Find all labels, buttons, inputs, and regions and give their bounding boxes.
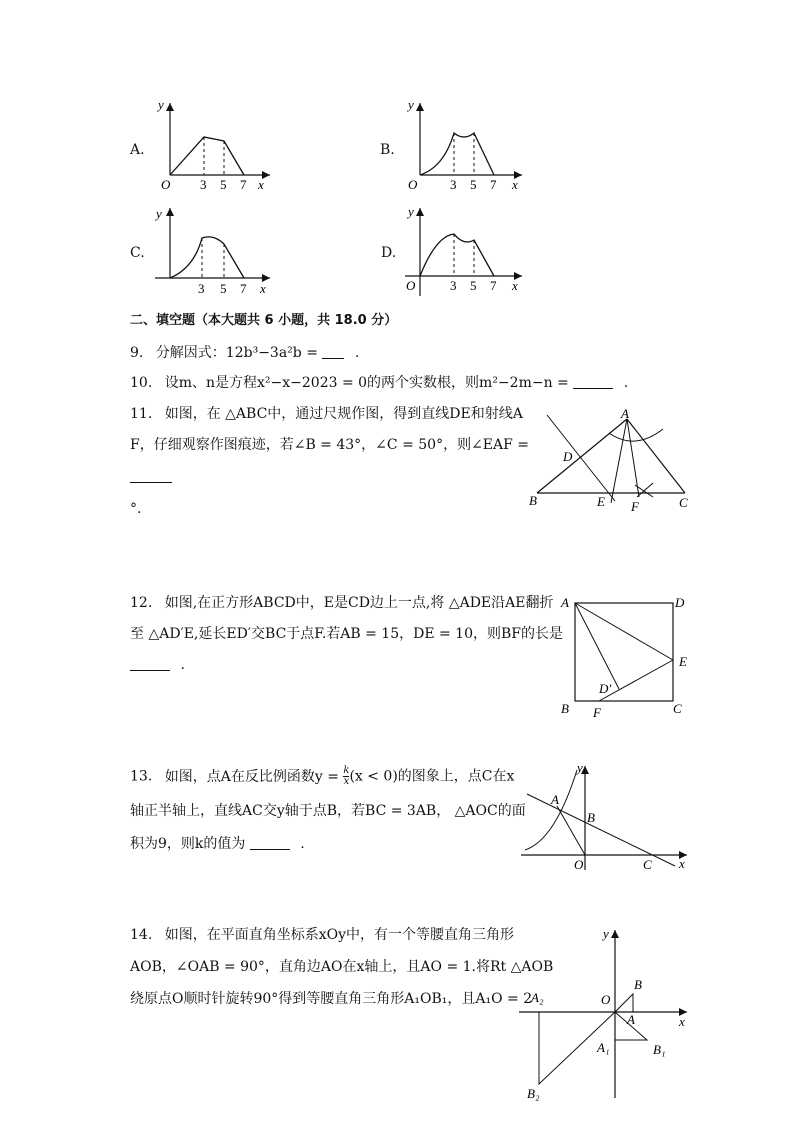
svg-text:5: 5	[220, 177, 227, 192]
q12-line-1: 12. 如图,在正方形ABCD中，E是CD边上一点,将 △ADE沿AE翻折	[130, 595, 554, 611]
q12-line-3: .	[130, 656, 185, 674]
svg-text:D′: D′	[599, 681, 612, 696]
q13-fraction: $\frac{k}{x}$	[343, 765, 350, 787]
q10-end: .	[623, 375, 629, 391]
q13-line-1: 13. 如图，点A在反比例函数y = $\frac{k}{x}$ (x < 0)的图象上，点C在x	[130, 765, 515, 787]
svg-text:3: 3	[450, 278, 457, 293]
svg-text:C: C	[679, 495, 688, 510]
svg-text:E: E	[597, 494, 605, 509]
q13-number: 13.	[130, 768, 153, 785]
svg-text:D: D	[675, 595, 685, 610]
svg-text:7: 7	[490, 278, 497, 293]
choice-a-label[interactable]: A.	[130, 142, 145, 158]
svg-text:B₁: B₁	[653, 1042, 666, 1057]
q14-line-1: 14. 如图，在平面直角坐标系xOy中，有一个等腰直角三角形	[130, 927, 514, 943]
svg-text:C: C	[673, 701, 682, 716]
svg-text:5: 5	[470, 278, 477, 293]
svg-text:7: 7	[240, 177, 247, 192]
svg-text:y: y	[156, 206, 162, 221]
svg-text:y: y	[408, 97, 414, 112]
svg-text:5: 5	[220, 281, 227, 296]
svg-text:O: O	[408, 177, 418, 192]
q12-answer-blank[interactable]	[130, 656, 170, 671]
svg-text:A₂: A₂	[531, 990, 544, 1005]
choice-d-label[interactable]: D.	[381, 245, 397, 261]
svg-text:A: A	[621, 406, 629, 421]
q9-end: .	[354, 345, 360, 361]
q9-number: 9.	[130, 345, 144, 361]
svg-text:C: C	[643, 857, 652, 872]
q11-number: 11.	[130, 406, 153, 422]
q9-text: 分解因式：12b³−3a²b =	[155, 345, 323, 361]
section-title: 二、填空题（本大题共 6 小题，共 18.0 分）	[130, 313, 398, 328]
choice-d-graph	[400, 200, 530, 300]
q12-number: 12.	[130, 595, 153, 611]
svg-text:x: x	[260, 281, 266, 296]
svg-text:x: x	[679, 1014, 685, 1029]
svg-text:3: 3	[450, 177, 457, 192]
q14-line-2: AOB，∠OAB = 90°，直角边AO在x轴上，且AO = 1.将Rt △AOB	[130, 959, 554, 975]
q14-figure	[515, 920, 695, 1105]
svg-text:3: 3	[200, 177, 207, 192]
svg-text:y: y	[158, 97, 164, 112]
svg-text:B: B	[529, 493, 537, 508]
svg-text:x: x	[512, 278, 518, 293]
q12-figure	[555, 590, 695, 720]
svg-text:A: A	[561, 595, 569, 610]
svg-text:O: O	[161, 177, 171, 192]
svg-text:B: B	[634, 977, 642, 992]
svg-text:7: 7	[490, 177, 497, 192]
q13-figure	[515, 760, 695, 875]
q10-number: 10.	[130, 375, 153, 391]
svg-text:5: 5	[470, 177, 477, 192]
q10-answer-blank[interactable]	[573, 374, 613, 389]
svg-text:B: B	[561, 701, 569, 716]
q12-line-2: 至 △AD′E,延长ED′交BC于点F.若AB = 15，DE = 10，则BF的长是	[130, 626, 564, 642]
q14-line-3: 绕原点O顺时针旋转90°得到等腰直角三角形A₁OB₁，且A₁O = 2	[130, 991, 533, 1007]
q11-line-2: F，仔细观察作图痕迹，若∠B = 43°，∠C = 50°，则∠EAF =	[130, 437, 530, 453]
svg-text:y: y	[577, 760, 583, 775]
q11-answer-blank[interactable]	[130, 468, 172, 483]
q11-end: °.	[130, 501, 142, 517]
svg-text:O: O	[574, 857, 584, 872]
choice-b-label[interactable]: B.	[380, 142, 395, 158]
svg-text:F: F	[593, 705, 601, 720]
svg-text:O: O	[406, 278, 416, 293]
svg-text:y: y	[603, 926, 609, 941]
svg-text:B: B	[587, 810, 595, 825]
svg-text:7: 7	[240, 281, 247, 296]
svg-text:A₁: A₁	[597, 1040, 610, 1055]
svg-text:B₂: B₂	[527, 1086, 540, 1101]
svg-text:D: D	[563, 449, 573, 464]
svg-text:3: 3	[198, 281, 205, 296]
q10-text: 设m、n是方程x²−x−2023 = 0的两个实数根，则m²−2m−n =	[164, 375, 574, 391]
svg-text:F: F	[631, 499, 639, 514]
choice-b-graph	[400, 95, 530, 195]
q14-number: 14.	[130, 927, 153, 943]
svg-text:x: x	[258, 177, 264, 192]
choice-c-graph	[150, 200, 280, 300]
q13-line-2: 轴正半轴上，直线AC交y轴于点B，若BC = 3AB， △AOC的面	[130, 803, 526, 819]
q13-line-3: 积为9，则k的值为 .	[130, 836, 305, 852]
svg-text:y: y	[408, 204, 414, 219]
svg-text:E: E	[679, 654, 687, 669]
q9-answer-blank[interactable]	[322, 344, 344, 359]
choice-c-label[interactable]: C.	[130, 245, 145, 261]
svg-text:x: x	[512, 177, 518, 192]
svg-text:A: A	[627, 1012, 635, 1027]
q11-line-1: 11. 如图，在 △ABC中，通过尺规作图，得到直线DE和射线A	[130, 406, 523, 422]
q13-answer-blank[interactable]	[250, 835, 290, 850]
question-10	[130, 374, 628, 392]
q11-figure	[525, 405, 700, 515]
svg-text:A: A	[551, 792, 559, 807]
question-9	[130, 344, 359, 362]
choice-a-graph	[150, 95, 280, 195]
svg-text:x: x	[679, 856, 685, 871]
svg-text:O: O	[601, 992, 611, 1007]
